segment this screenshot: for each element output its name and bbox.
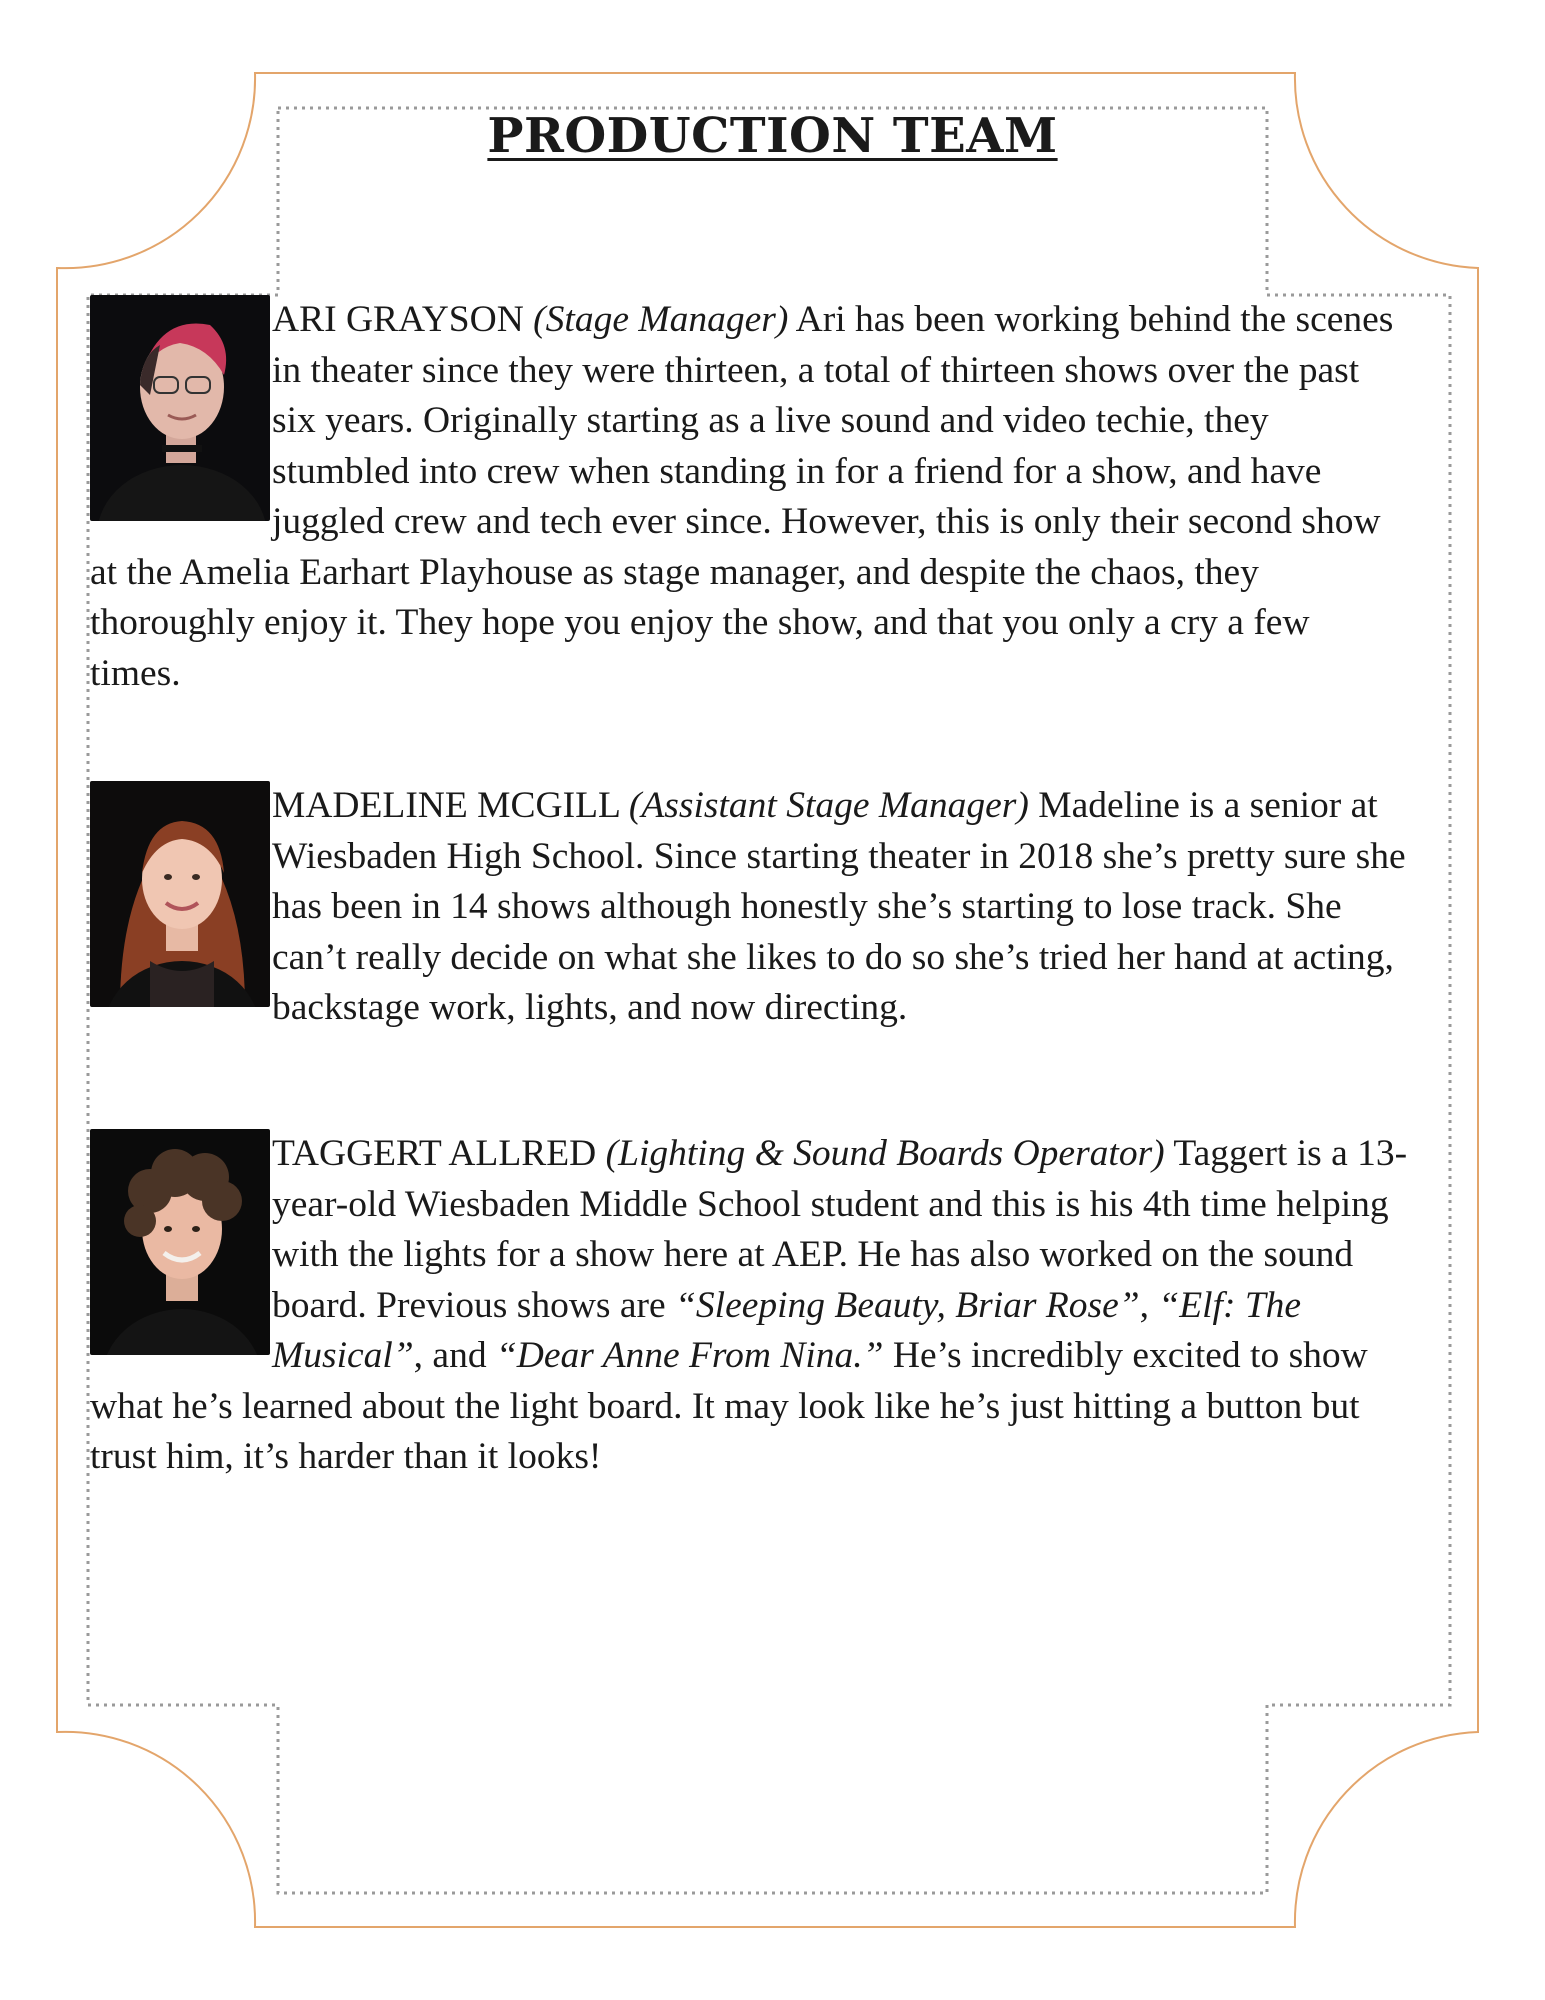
page-title (0, 108, 1545, 164)
show-title: “Elf: The Musical” (272, 1284, 1302, 1376)
headshot-photo-icon (90, 1129, 270, 1355)
bio-text: Madeline is a senior at Wiesbaden High School. Since starting theater in 2018 she’s pretty sure she has been in 14 shows although honestly she’s starting to lose track. She can’t really decide on what she likes to do so she’s tried her hand at acting, backstage work, lights, and now directing. (272, 785, 1406, 1028)
bio-madeline-mcgill (90, 781, 1410, 1034)
separator: , and (413, 1335, 496, 1376)
headshot-photo-icon (90, 781, 270, 1007)
bio-name: TAGGERT ALLRED (272, 1133, 597, 1174)
bio-ari-grayson (90, 295, 1405, 699)
headshot-photo-icon (90, 295, 270, 521)
bio-text: Ari has been working behind the scenes in theater since they were thirteen, a total of thirteen shows over the past six years. Originally starting as a live sound and video techie, they stumbled into crew when standing in for a friend for a show, and have juggled crew and tech ever since. However, this is only their second show at the Amelia Earhart Playhouse as stage manager, and despite the chaos, they thoroughly enjoy it. They hope you enjoy the show, and that you only a cry a few times. (90, 299, 1394, 694)
bio-name: MADELINE MCGILL (272, 785, 620, 826)
bio-role: (Lighting & Sound Boards Operator) (605, 1133, 1165, 1174)
bio-role: (Stage Manager) (533, 299, 789, 340)
separator: , (1139, 1284, 1159, 1326)
show-title: “Sleeping Beauty, Briar Rose” (675, 1284, 1140, 1326)
bio-text-part-2: He’s incredibly excited to show what he’s learned about the light board. It may look like he’s just hitting a button but trust him, it’s harder than it looks! (90, 1335, 1368, 1477)
bio-taggert-allred (90, 1129, 1412, 1483)
bio-text-part-1: Taggert is a 13-year-old Wiesbaden Middle School student and this is his 4th time helping with the lights for a show here at AEP. He has also worked on the sound board. Previous shows are (272, 1133, 1408, 1326)
show-title: “Dear Anne From Nina.” (495, 1335, 884, 1376)
page-title-text: PRODUCTION TEAM (487, 108, 1058, 164)
bio-name: ARI GRAYSON (272, 299, 524, 340)
bio-role: (Assistant Stage Manager) (628, 785, 1029, 826)
